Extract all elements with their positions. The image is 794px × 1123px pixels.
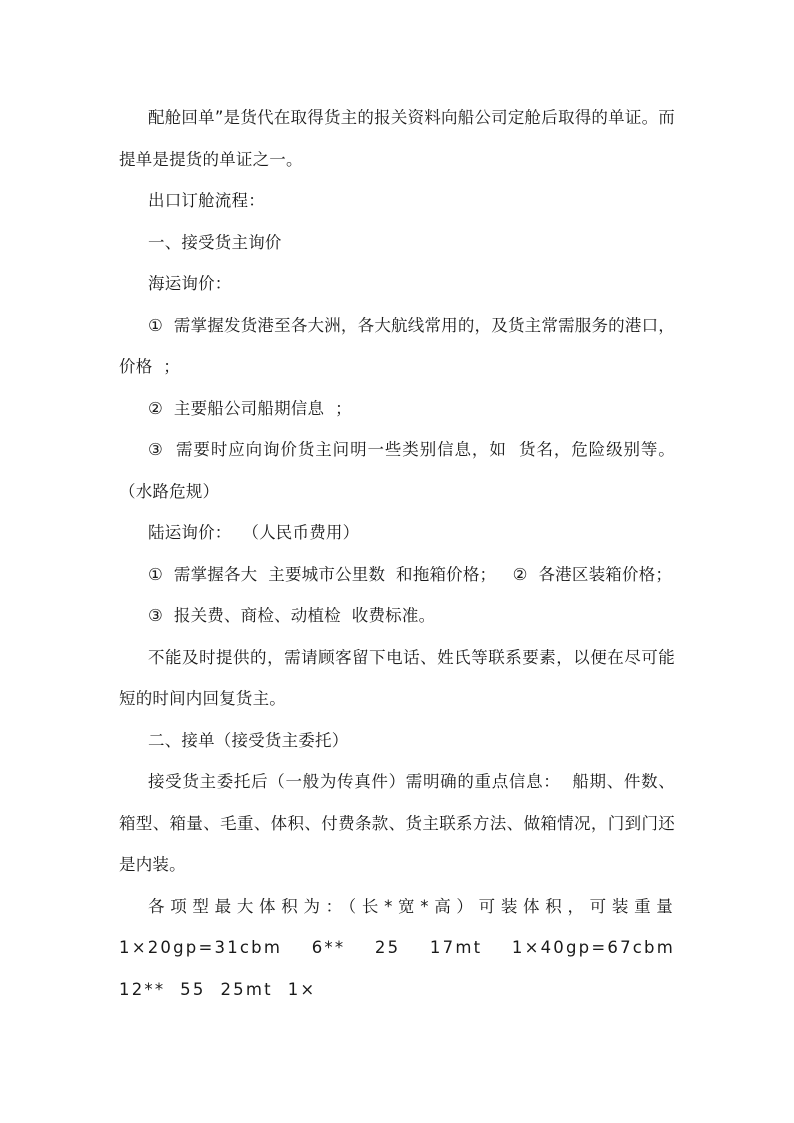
paragraph-sea-freight-inquiry: 海运询价： (148, 274, 232, 293)
list-item-ports-prices: ① 需掌握发货港至各大洲，各大航线常用的，及货主常需服务的港口，价格 ； (119, 315, 675, 376)
paragraph-contact-customer: 不能及时提供的，需请顾客留下电话、姓氏等联系要素，以便在尽可能短的时间内回复货主。 (119, 647, 675, 708)
paragraph-key-information: 接受货主委托后（一般为传真件）需明确的重点信息： 船期、件数、箱型、箱量、毛重、体积、付费条款、货主联系方法、做箱情况，门到门还是内装。 (119, 772, 675, 874)
section-heading-accept-order: 二、接单（接受货主委托） (148, 730, 349, 750)
section-heading-inquiry: 一、接受货主询价 (148, 232, 282, 252)
paragraph-export-booking-heading: 出口订舱流程： (148, 191, 265, 210)
list-item-cargo-category: ③ 需要时应向询价货主问明一些类别信息，如 货名，危险级别等。（水路危规） (119, 440, 675, 501)
paragraph-container-volumes: 各项型最大体积为：（长*宽*高）可装体积，可装重量 1×20gp=31cbm 6** 25 17mt 1×40gp=67cbm 12** 55 25mt 1× (119, 896, 690, 999)
list-item-customs-fees: ③ 报关费、商检、动植检 收费标准。 (148, 606, 436, 625)
list-item-sailing-schedule: ② 主要船公司船期信息 ； (148, 398, 352, 418)
paragraph-booking-receipt: 配舱回单”是货代在取得货主的报关资料向船公司定舱后取得的单证。而提单是提货的单证之一。 (119, 108, 675, 169)
paragraph-land-freight-inquiry: 陆运询价： （人民币费用） (148, 523, 360, 542)
list-item-city-distance: ① 需掌握各大 主要城市公里数 和拖箱价格； ② 各港区装箱价格； (148, 564, 673, 584)
document-body (119, 97, 690, 1010)
